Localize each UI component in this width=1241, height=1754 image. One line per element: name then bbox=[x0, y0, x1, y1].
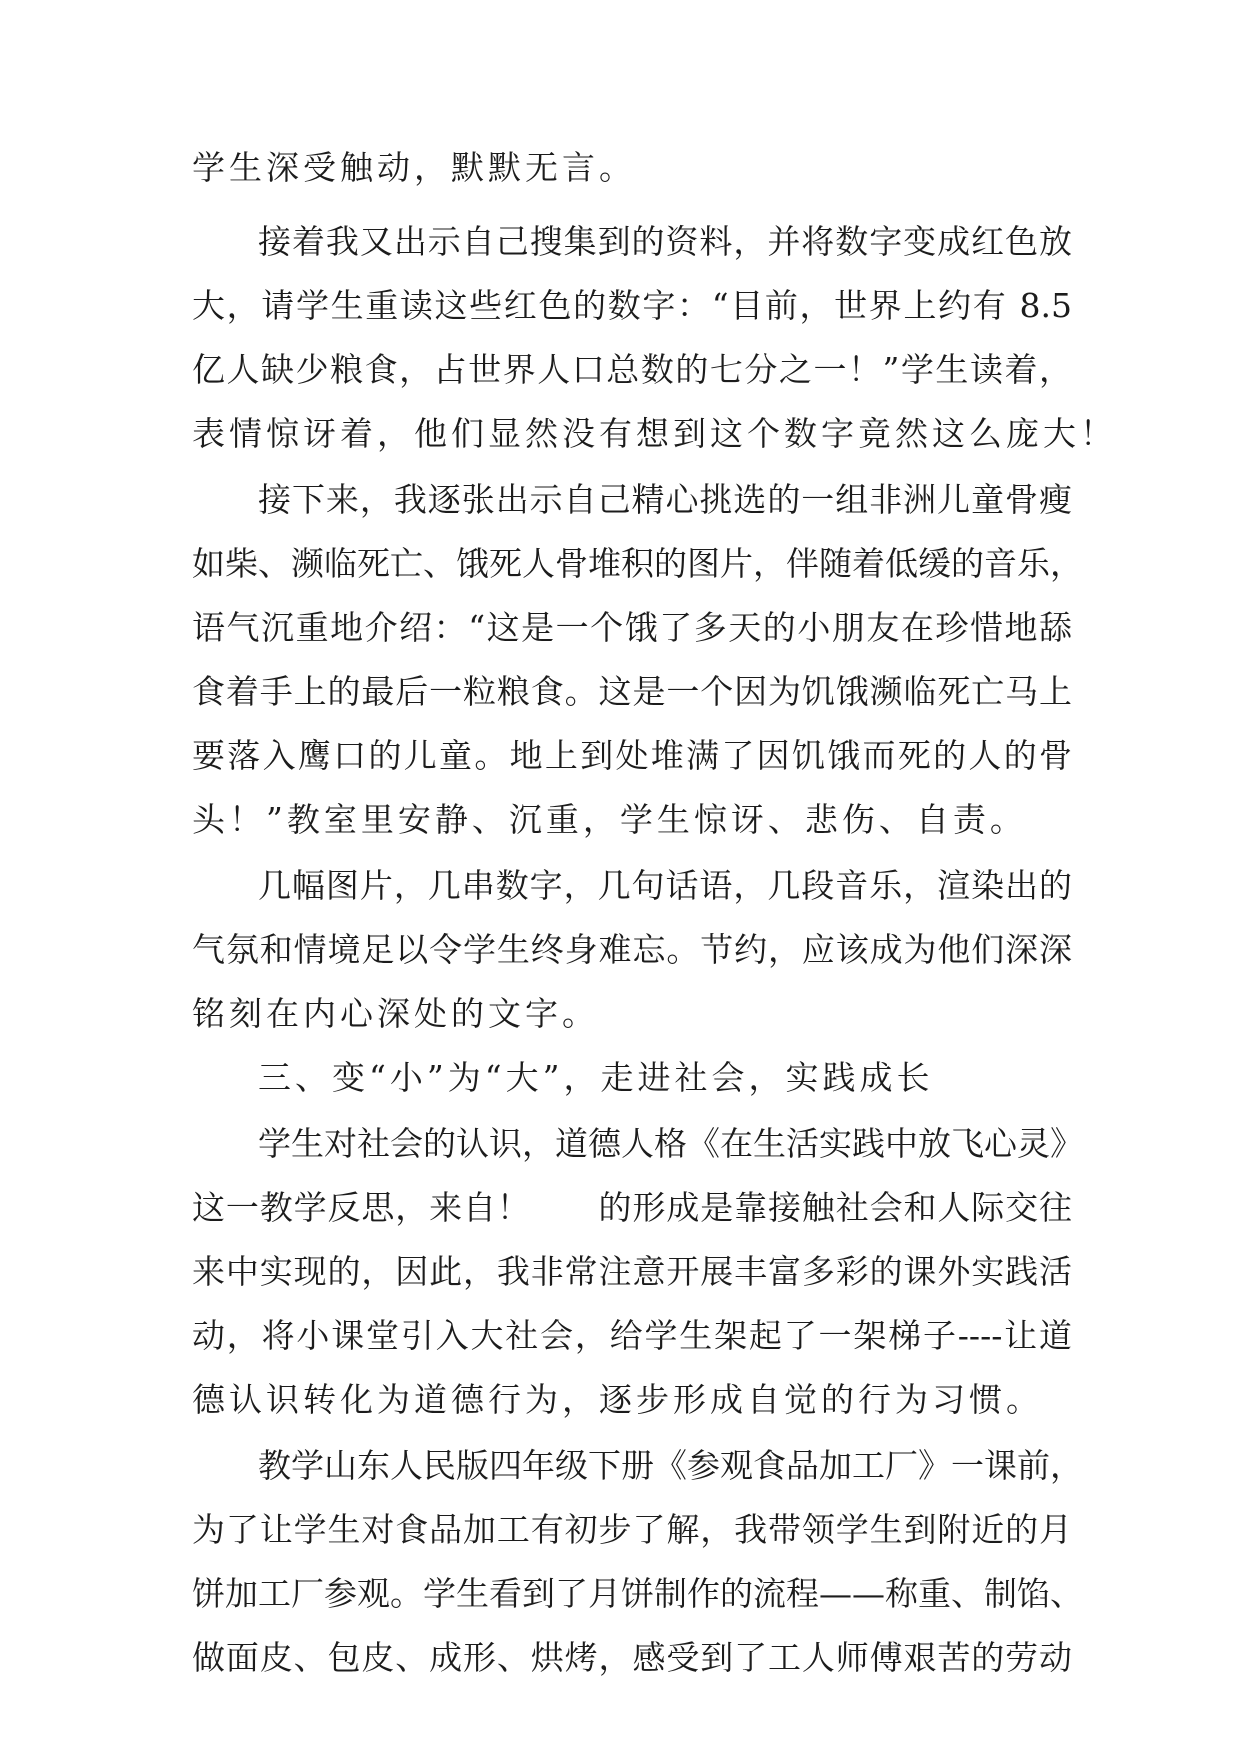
section-heading: 三、变“小”为“大”，走进社会，实践成长 bbox=[258, 1058, 934, 1097]
text-line: 几幅图片，几串数字，几句话语，几段音乐，渲染出的 bbox=[258, 866, 1072, 905]
text-line: 大，请学生重读这些红色的数字：“目前，世界上约有 8.5 bbox=[192, 286, 1072, 325]
text-line: 食着手上的最后一粒粮食。这是一个因为饥饿濒临死亡马上 bbox=[192, 672, 1072, 711]
text-line: 要落入鹰口的儿童。地上到处堆满了因饥饿而死的人的骨 bbox=[192, 736, 1072, 775]
text-line: 头！”教室里安静、沉重，学生惊讶、悲伤、自责。 bbox=[192, 800, 1027, 839]
text-line: 如柴、濒临死亡、饿死人骨堆积的图片，伴随着低缓的音乐， bbox=[192, 544, 1083, 583]
text-line: 接着我又出示自己搜集到的资料，并将数字变成红色放 bbox=[258, 222, 1072, 261]
text-line: 学生对社会的认识，道德人格《在生活实践中放飞心灵》 bbox=[258, 1124, 1083, 1163]
text-line: 气氛和情境足以令学生终身难忘。节约，应该成为他们深深 bbox=[192, 930, 1072, 969]
text-line: 表情惊讶着，他们显然没有想到这个数字竟然这么庞大！ bbox=[192, 414, 1117, 453]
text-line: 语气沉重地介绍：“这是一个饿了多天的小朋友在珍惜地舔 bbox=[192, 608, 1072, 647]
text-line: 饼加工厂参观。学生看到了月饼制作的流程——称重、制馅、 bbox=[192, 1574, 1083, 1613]
text-line: 铭刻在内心深处的文字。 bbox=[192, 994, 599, 1033]
text-line: 德认识转化为道德行为，逐步形成自觉的行为习惯。 bbox=[192, 1380, 1043, 1419]
text-line: 接下来，我逐张出示自己精心挑选的一组非洲儿童骨瘦 bbox=[258, 480, 1072, 519]
text-line: 亿人缺少粮食，占世界人口总数的七分之一！”学生读着， bbox=[192, 350, 1072, 389]
text-line: 来中实现的，因此，我非常注意开展丰富多彩的课外实践活 bbox=[192, 1252, 1072, 1291]
text-line: 做面皮、包皮、成形、烘烤，感受到了工人师傅艰苦的劳动 bbox=[192, 1638, 1072, 1677]
text-line: 动，将小课堂引入大社会，给学生架起了一架梯子----让道 bbox=[192, 1316, 1072, 1355]
text-line: 为了让学生对食品加工有初步了解，我带领学生到附近的月 bbox=[192, 1510, 1072, 1549]
text-line: 学生深受触动，默默无言。 bbox=[192, 148, 636, 187]
text-line: 这一教学反思，来自！ 的形成是靠接触社会和人际交往 bbox=[192, 1188, 1072, 1227]
text-line: 教学山东人民版四年级下册《参观食品加工厂》一课前， bbox=[258, 1446, 1083, 1485]
